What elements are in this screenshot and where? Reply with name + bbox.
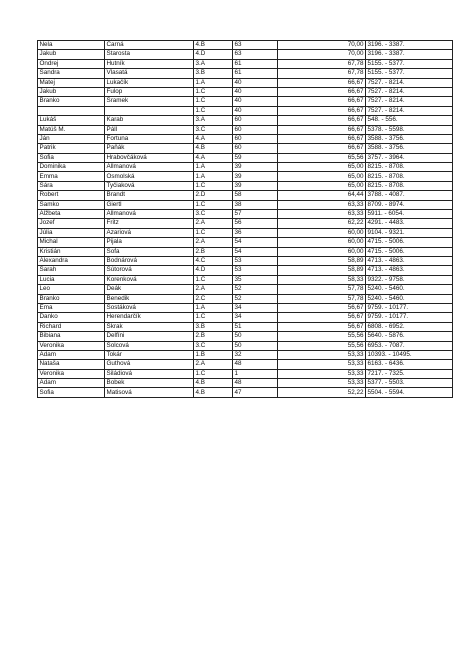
table-row	[38, 181, 453, 190]
first-name-cell: Sofia	[38, 388, 105, 397]
table-row	[38, 228, 453, 237]
last-name-cell: Hutník	[105, 59, 194, 68]
table-row	[38, 163, 453, 172]
table-row	[38, 87, 453, 96]
points-cell: 60	[233, 116, 278, 125]
points-cell: 60	[233, 125, 278, 134]
last-name-cell: Matisová	[105, 388, 194, 397]
rank-cell: 7527. - 8214.	[366, 78, 453, 87]
class-cell: 1.B	[194, 350, 233, 359]
class-cell: 3.B	[194, 322, 233, 331]
class-cell: 2.D	[194, 191, 233, 200]
last-name-cell: Delfíni	[105, 332, 194, 341]
last-name-cell: Pijala	[105, 238, 194, 247]
first-name-cell: Samko	[38, 200, 105, 209]
rank-cell: 5377. - 5503.	[366, 379, 453, 388]
last-name-cell: Giertl	[105, 200, 194, 209]
last-name-cell: Deák	[105, 285, 194, 294]
class-cell: 4.B	[194, 379, 233, 388]
class-cell: 4.A	[194, 134, 233, 143]
first-name-cell: Adam	[38, 350, 105, 359]
last-name-cell: Siládiová	[105, 369, 194, 378]
percent-cell: 65,00	[278, 181, 366, 190]
first-name-cell: Júlia	[38, 228, 105, 237]
percent-cell: 63,33	[278, 200, 366, 209]
class-cell: 3.B	[194, 69, 233, 78]
class-cell: 4.C	[194, 256, 233, 265]
first-name-cell: Michal	[38, 238, 105, 247]
class-cell: 4.D	[194, 266, 233, 275]
rank-cell: 8709. - 8974.	[366, 200, 453, 209]
rank-cell: 5240. - 5460.	[366, 294, 453, 303]
first-name-cell: Ondrej	[38, 59, 105, 68]
table-row	[38, 153, 453, 162]
points-cell: 36	[233, 228, 278, 237]
first-name-cell: Branko	[38, 294, 105, 303]
rank-cell: 5378. - 5598.	[366, 125, 453, 134]
table-row	[38, 303, 453, 312]
class-cell: 1.A	[194, 78, 233, 87]
table-row	[38, 285, 453, 294]
first-name-cell: Matej	[38, 78, 105, 87]
rank-cell: 5911. - 6054.	[366, 210, 453, 219]
class-cell: 4.A	[194, 153, 233, 162]
last-name-cell: Herendarčík	[105, 313, 194, 322]
first-name-cell: Leo	[38, 285, 105, 294]
points-cell: 52	[233, 294, 278, 303]
first-name-cell: Jakub	[38, 50, 105, 59]
first-name-cell: Sára	[38, 181, 105, 190]
percent-cell: 66,67	[278, 87, 366, 96]
last-name-cell: Šútorová	[105, 266, 194, 275]
percent-cell: 64,44	[278, 191, 366, 200]
table-row	[38, 50, 453, 59]
table-row	[38, 191, 453, 200]
points-cell: 63	[233, 50, 278, 59]
rank-cell: 4291. - 4483.	[366, 219, 453, 228]
points-cell: 35	[233, 275, 278, 284]
percent-cell: 63,33	[278, 210, 366, 219]
first-name-cell: Richard	[38, 322, 105, 331]
class-cell: 2.A	[194, 238, 233, 247]
first-name-cell: Jozef	[38, 219, 105, 228]
percent-cell: 52,22	[278, 388, 366, 397]
percent-cell: 65,56	[278, 153, 366, 162]
class-cell: 1.A	[194, 163, 233, 172]
class-cell: 3.C	[194, 125, 233, 134]
percent-cell: 55,56	[278, 341, 366, 350]
percent-cell: 66,67	[278, 125, 366, 134]
rank-cell: 6163. - 6436.	[366, 360, 453, 369]
class-cell: 3.A	[194, 59, 233, 68]
first-name-cell: Sarah	[38, 266, 105, 275]
class-cell: 1.C	[194, 97, 233, 106]
last-name-cell: Fulop	[105, 87, 194, 96]
percent-cell: 66,67	[278, 144, 366, 153]
first-name-cell: Matúš M.	[38, 125, 105, 134]
percent-cell: 67,78	[278, 69, 366, 78]
last-name-cell: Allmanová	[105, 163, 194, 172]
first-name-cell: Danko	[38, 313, 105, 322]
rank-cell: 9759. - 10177.	[366, 303, 453, 312]
last-name-cell	[105, 106, 194, 115]
percent-cell: 55,56	[278, 332, 366, 341]
class-cell: 4.B	[194, 144, 233, 153]
rank-cell: 9759. - 10177.	[366, 313, 453, 322]
points-cell: 63	[233, 41, 278, 50]
points-cell: 53	[233, 266, 278, 275]
first-name-cell: Ema	[38, 303, 105, 312]
percent-cell: 56,67	[278, 303, 366, 312]
table-row	[38, 322, 453, 331]
results-table	[37, 40, 453, 398]
class-cell: 3.C	[194, 341, 233, 350]
last-name-cell: Bodnárová	[105, 256, 194, 265]
table-row	[38, 172, 453, 181]
points-cell: 61	[233, 69, 278, 78]
last-name-cell: Guthová	[105, 360, 194, 369]
class-cell: 2.B	[194, 247, 233, 256]
class-cell: 2.A	[194, 360, 233, 369]
rank-cell: 4713. - 4863.	[366, 266, 453, 275]
first-name-cell: Alžbeta	[38, 210, 105, 219]
percent-cell: 56,67	[278, 322, 366, 331]
table-row	[38, 69, 453, 78]
percent-cell: 53,33	[278, 360, 366, 369]
points-cell: 51	[233, 322, 278, 331]
table-row	[38, 238, 453, 247]
class-cell: 1.C	[194, 106, 233, 115]
last-name-cell: Allmanová	[105, 210, 194, 219]
percent-cell: 60,00	[278, 238, 366, 247]
last-name-cell: Čarná	[105, 41, 194, 50]
first-name-cell: Robert	[38, 191, 105, 200]
rank-cell: 4715. - 5006.	[366, 238, 453, 247]
points-cell: 60	[233, 134, 278, 143]
points-cell: 56	[233, 219, 278, 228]
rank-cell: 5155. - 5377.	[366, 69, 453, 78]
first-name-cell: Ján	[38, 134, 105, 143]
points-cell: 61	[233, 59, 278, 68]
class-cell: 1.C	[194, 228, 233, 237]
last-name-cell: Osmolská	[105, 172, 194, 181]
first-name-cell: Veronika	[38, 369, 105, 378]
table-row	[38, 266, 453, 275]
results-table-body	[38, 41, 453, 398]
rank-cell: 3196. - 3387.	[366, 41, 453, 50]
points-cell: 40	[233, 78, 278, 87]
last-name-cell: Tokár	[105, 350, 194, 359]
table-row	[38, 125, 453, 134]
last-name-cell: Vlasatá	[105, 69, 194, 78]
rank-cell: 8215. - 8708.	[366, 172, 453, 181]
rank-cell: 3196. - 3387.	[366, 50, 453, 59]
percent-cell: 62,22	[278, 219, 366, 228]
percent-cell: 70,00	[278, 50, 366, 59]
points-cell: 57	[233, 210, 278, 219]
table-row	[38, 341, 453, 350]
percent-cell: 66,67	[278, 106, 366, 115]
points-cell: 54	[233, 238, 278, 247]
points-cell: 40	[233, 87, 278, 96]
rank-cell: 7527. - 8214.	[366, 97, 453, 106]
first-name-cell: Jakub	[38, 87, 105, 96]
table-row	[38, 41, 453, 50]
first-name-cell: Emma	[38, 172, 105, 181]
last-name-cell: Fortuna	[105, 134, 194, 143]
table-row	[38, 379, 453, 388]
table-row	[38, 210, 453, 219]
last-name-cell: Fritz	[105, 219, 194, 228]
points-cell: 38	[233, 200, 278, 209]
points-cell: 53	[233, 256, 278, 265]
percent-cell: 66,67	[278, 116, 366, 125]
points-cell: 48	[233, 360, 278, 369]
points-cell: 1	[233, 369, 278, 378]
rank-cell: 9322. - 9758.	[366, 275, 453, 284]
last-name-cell: Šostáková	[105, 303, 194, 312]
class-cell: 1.A	[194, 172, 233, 181]
rank-cell: 3588. - 3756.	[366, 134, 453, 143]
first-name-cell: Nataša	[38, 360, 105, 369]
table-row	[38, 256, 453, 265]
percent-cell: 66,67	[278, 97, 366, 106]
points-cell: 54	[233, 247, 278, 256]
table-row	[38, 78, 453, 87]
percent-cell: 58,33	[278, 275, 366, 284]
table-row	[38, 388, 453, 397]
first-name-cell: Adam	[38, 379, 105, 388]
rank-cell: 5240. - 5460.	[366, 285, 453, 294]
first-name-cell: Patrik	[38, 144, 105, 153]
percent-cell: 53,33	[278, 379, 366, 388]
rank-cell: 4715. - 5006.	[366, 247, 453, 256]
table-row	[38, 219, 453, 228]
first-name-cell: Dominika	[38, 163, 105, 172]
first-name-cell: Sofia	[38, 153, 105, 162]
rank-cell: 5504. - 5594.	[366, 388, 453, 397]
last-name-cell: Starosta	[105, 50, 194, 59]
first-name-cell: Kristián	[38, 247, 105, 256]
percent-cell: 66,67	[278, 78, 366, 87]
table-row	[38, 369, 453, 378]
points-cell: 40	[233, 106, 278, 115]
points-cell: 59	[233, 153, 278, 162]
rank-cell: 548. - 556.	[366, 116, 453, 125]
rank-cell: 5155. - 5377.	[366, 59, 453, 68]
table-row	[38, 275, 453, 284]
points-cell: 50	[233, 332, 278, 341]
last-name-cell: Azariová	[105, 228, 194, 237]
last-name-cell: Lukačík	[105, 78, 194, 87]
first-name-cell: Bibiana	[38, 332, 105, 341]
last-name-cell: Benedik	[105, 294, 194, 303]
rank-cell: 7217. - 7325.	[366, 369, 453, 378]
table-row	[38, 134, 453, 143]
first-name-cell: Alexandra	[38, 256, 105, 265]
rank-cell: 3757. - 3964.	[366, 153, 453, 162]
first-name-cell: Nela	[38, 41, 105, 50]
table-row	[38, 59, 453, 68]
rank-cell: 6953. - 7087.	[366, 341, 453, 350]
table-row	[38, 350, 453, 359]
rank-cell: 9104. - 9321.	[366, 228, 453, 237]
percent-cell: 57,78	[278, 285, 366, 294]
percent-cell: 53,33	[278, 350, 366, 359]
table-row	[38, 97, 453, 106]
class-cell: 1.C	[194, 275, 233, 284]
last-name-cell: Tyčiaková	[105, 181, 194, 190]
points-cell: 39	[233, 163, 278, 172]
points-cell: 34	[233, 313, 278, 322]
points-cell: 48	[233, 379, 278, 388]
last-name-cell: Šofa	[105, 247, 194, 256]
percent-cell: 57,78	[278, 294, 366, 303]
percent-cell: 67,78	[278, 59, 366, 68]
rank-cell: 4713. - 4863.	[366, 256, 453, 265]
percent-cell: 56,67	[278, 313, 366, 322]
points-cell: 39	[233, 181, 278, 190]
rank-cell: 10393. - 10495.	[366, 350, 453, 359]
last-name-cell: Brandt	[105, 191, 194, 200]
first-name-cell	[38, 106, 105, 115]
last-name-cell: Hrabovčáková	[105, 153, 194, 162]
table-row	[38, 313, 453, 322]
class-cell: 1.C	[194, 87, 233, 96]
points-cell: 58	[233, 191, 278, 200]
points-cell: 47	[233, 388, 278, 397]
table-row	[38, 360, 453, 369]
points-cell: 39	[233, 172, 278, 181]
class-cell: 2.B	[194, 332, 233, 341]
last-name-cell: Páll	[105, 125, 194, 134]
points-cell: 52	[233, 285, 278, 294]
table-row	[38, 106, 453, 115]
class-cell: 3.C	[194, 210, 233, 219]
percent-cell: 60,00	[278, 247, 366, 256]
first-name-cell: Lucia	[38, 275, 105, 284]
last-name-cell: Karab	[105, 116, 194, 125]
class-cell: 1.C	[194, 181, 233, 190]
class-cell: 2.A	[194, 285, 233, 294]
last-name-cell: Šolcová	[105, 341, 194, 350]
rank-cell: 3788. - 4087.	[366, 191, 453, 200]
percent-cell: 58,89	[278, 266, 366, 275]
class-cell: 4.D	[194, 50, 233, 59]
table-row	[38, 332, 453, 341]
class-cell: 4.B	[194, 388, 233, 397]
rank-cell: 8215. - 8708.	[366, 163, 453, 172]
points-cell: 50	[233, 341, 278, 350]
table-row	[38, 200, 453, 209]
class-cell: 2.C	[194, 294, 233, 303]
first-name-cell: Sandra	[38, 69, 105, 78]
percent-cell: 65,00	[278, 172, 366, 181]
table-row	[38, 294, 453, 303]
class-cell: 1.C	[194, 313, 233, 322]
class-cell: 3.A	[194, 116, 233, 125]
class-cell: 1.A	[194, 303, 233, 312]
percent-cell: 58,89	[278, 256, 366, 265]
percent-cell: 65,00	[278, 163, 366, 172]
rank-cell: 7527. - 8214.	[366, 87, 453, 96]
percent-cell: 66,67	[278, 134, 366, 143]
class-cell: 1.C	[194, 200, 233, 209]
points-cell: 60	[233, 144, 278, 153]
table-row	[38, 247, 453, 256]
first-name-cell: Lukáš	[38, 116, 105, 125]
first-name-cell: Branko	[38, 97, 105, 106]
table-row	[38, 116, 453, 125]
last-name-cell: Korenková	[105, 275, 194, 284]
class-cell: 2.A	[194, 219, 233, 228]
points-cell: 32	[233, 350, 278, 359]
rank-cell: 7527. - 8214.	[366, 106, 453, 115]
rank-cell: 3588. - 3756.	[366, 144, 453, 153]
percent-cell: 53,33	[278, 369, 366, 378]
last-name-cell: Paňák	[105, 144, 194, 153]
last-name-cell: Šramek	[105, 97, 194, 106]
points-cell: 34	[233, 303, 278, 312]
rank-cell: 8215. - 8708.	[366, 181, 453, 190]
points-cell: 40	[233, 97, 278, 106]
table-row	[38, 144, 453, 153]
percent-cell: 70,00	[278, 41, 366, 50]
first-name-cell: Veronika	[38, 341, 105, 350]
class-cell: 1.C	[194, 369, 233, 378]
last-name-cell: Bobek	[105, 379, 194, 388]
class-cell: 4.B	[194, 41, 233, 50]
rank-cell: 6808. - 6952.	[366, 322, 453, 331]
last-name-cell: Škrak	[105, 322, 194, 331]
rank-cell: 5640. - 5876.	[366, 332, 453, 341]
percent-cell: 60,00	[278, 228, 366, 237]
